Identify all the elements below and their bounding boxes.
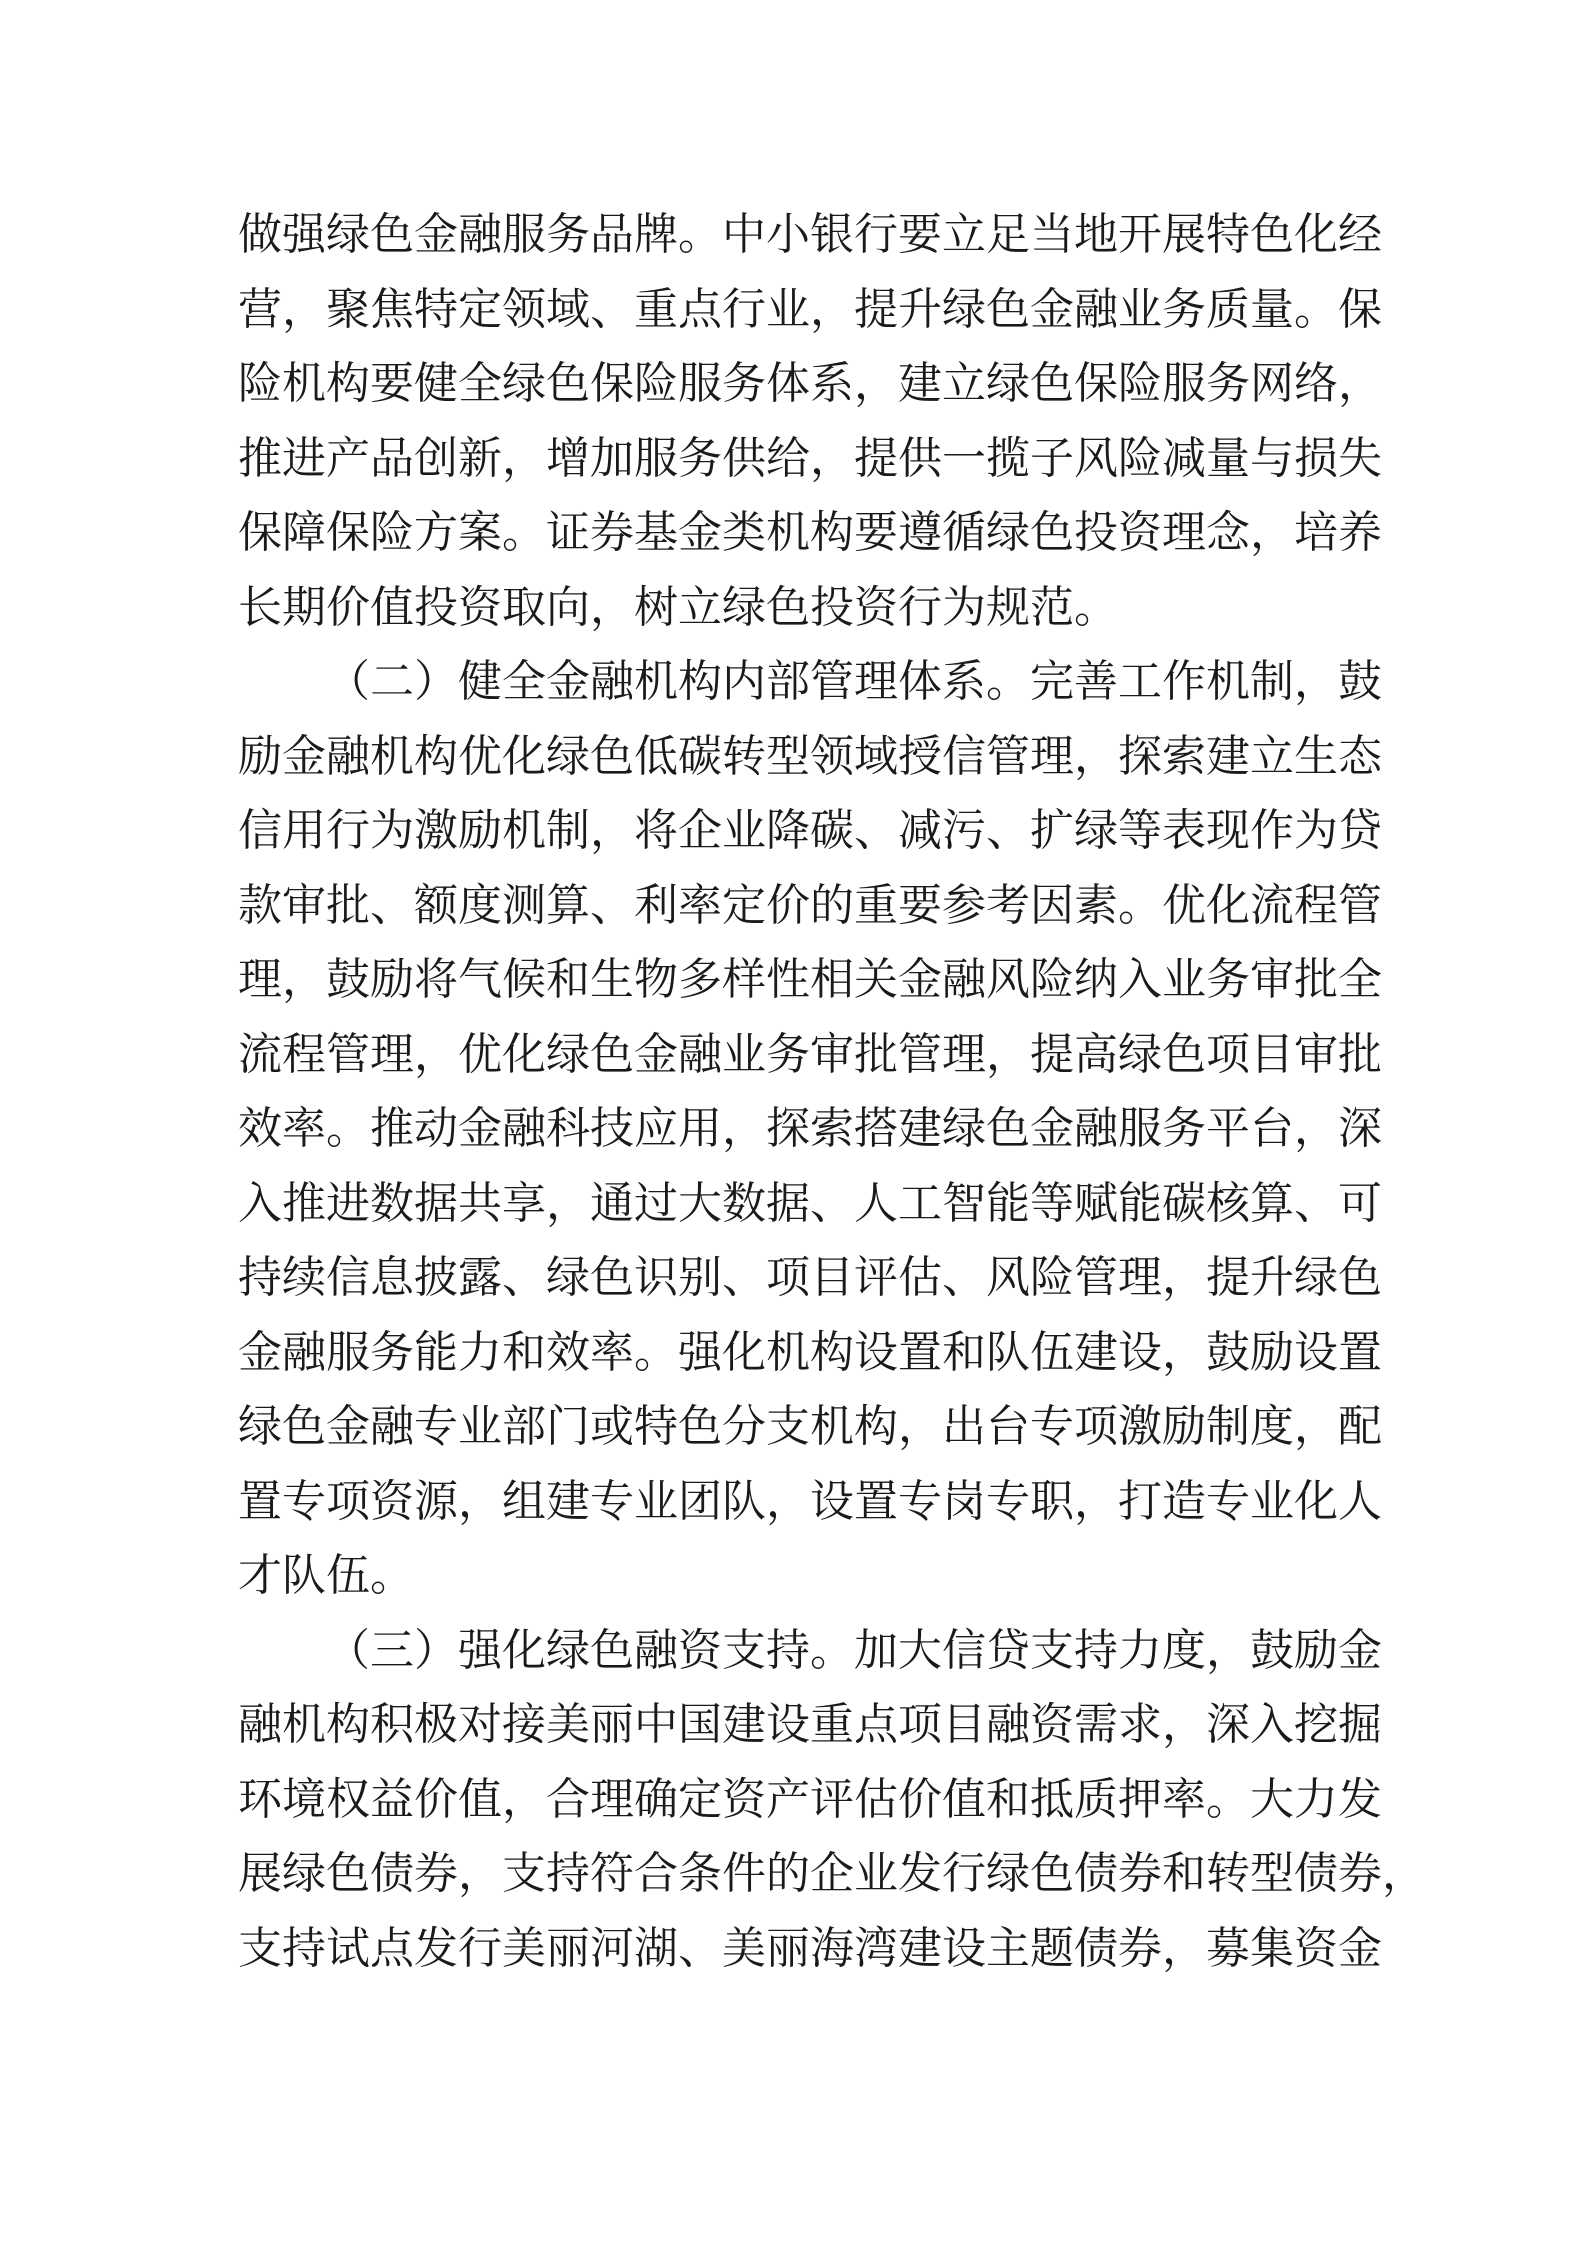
paragraph-line: 效率。推动金融科技应用，探索搭建绿色金融服务平台，深 xyxy=(238,1103,1382,1154)
paragraph-line: 推进产品创新，增加服务供给，提供一揽子风险减量与损失 xyxy=(238,432,1382,484)
paragraph-line: 金融服务能力和效率。强化机构设置和队伍建设，鼓励设置 xyxy=(238,1326,1382,1378)
paragraph-line: 入推进数据共享，通过大数据、人工智能等赋能碳核算、可 xyxy=(238,1177,1382,1229)
paragraph-line: 信用行为激励机制，将企业降碳、减污、扩绿等表现作为贷 xyxy=(238,805,1382,856)
paragraph-line: 做强绿色金融服务品牌。中小银行要立足当地开展特色化经 xyxy=(238,209,1382,260)
paragraph-line: 款审批、额度测算、利率定价的重要参考因素。优化流程管 xyxy=(238,879,1382,931)
paragraph-line: 才队伍。 xyxy=(238,1550,414,1601)
document-body xyxy=(238,198,1426,1986)
paragraph-line: 展绿色债券，支持符合条件的企业发行绿色债券和转型债券， xyxy=(238,1848,1426,1899)
paragraph-line: 持续信息披露、绿色识别、项目评估、风险管理，提升绿色 xyxy=(238,1252,1382,1303)
paragraph-line: 环境权益价值，合理确定资产评估价值和抵质押率。大力发 xyxy=(238,1773,1382,1825)
paragraph-line: 支持试点发行美丽河湖、美丽海湾建设主题债券，募集资金 xyxy=(238,1922,1382,1974)
paragraph-line: 保障保险方案。证券基金类机构要遵循绿色投资理念，培养 xyxy=(238,507,1382,558)
paragraph-line: 理，鼓励将气候和生物多样性相关金融风险纳入业务审批全 xyxy=(238,954,1382,1005)
paragraph-line: 险机构要健全绿色保险服务体系，建立绿色保险服务网络， xyxy=(238,358,1382,409)
paragraph-line: 营，聚焦特定领域、重点行业，提升绿色金融业务质量。保 xyxy=(238,283,1382,335)
section-heading-line: （三）强化绿色融资支持。加大信贷支持力度，鼓励金 xyxy=(326,1624,1382,1676)
section-heading-line: （二）健全金融机构内部管理体系。完善工作机制，鼓 xyxy=(326,656,1382,707)
paragraph-line: 励金融机构优化绿色低碳转型领域授信管理，探索建立生态 xyxy=(238,730,1382,782)
paragraph-line: 长期价值投资取向，树立绿色投资行为规范。 xyxy=(238,581,1118,633)
paragraph-line: 置专项资源，组建专业团队，设置专岗专职，打造专业化人 xyxy=(238,1475,1382,1527)
paragraph-line: 流程管理，优化绿色金融业务审批管理，提高绿色项目审批 xyxy=(238,1028,1382,1080)
paragraph-line: 绿色金融专业部门或特色分支机构，出台专项激励制度，配 xyxy=(238,1401,1382,1452)
paragraph-line: 融机构积极对接美丽中国建设重点项目融资需求，深入挖掘 xyxy=(238,1699,1382,1750)
